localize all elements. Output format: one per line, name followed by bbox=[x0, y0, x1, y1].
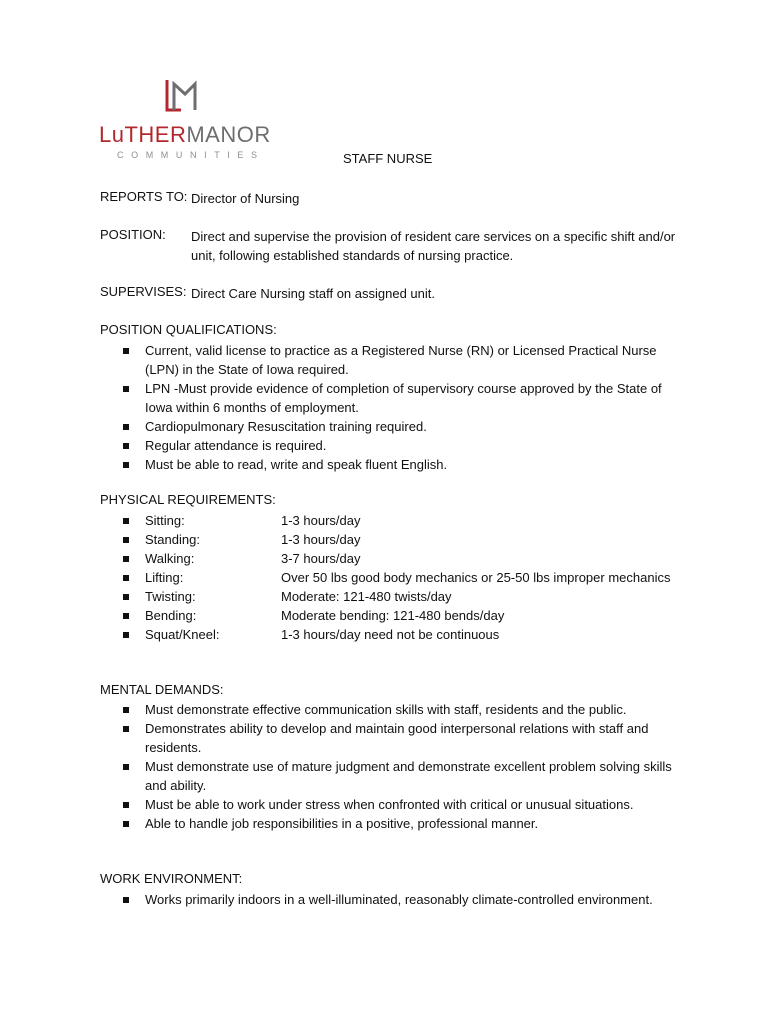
bullet-icon bbox=[123, 821, 129, 827]
logo-wordmark: LuTHERMANOR bbox=[99, 122, 271, 147]
bullet-icon bbox=[123, 462, 129, 468]
list-item: Current, valid license to practice as a Registered Nurse (RN) or Licensed Practical Nurse (LPN) in the State of Iowa required. bbox=[0, 341, 770, 379]
bullet-icon bbox=[123, 764, 129, 770]
bullet-icon bbox=[123, 613, 129, 619]
company-logo bbox=[99, 80, 269, 170]
bullet-icon bbox=[123, 537, 129, 543]
bullet-icon bbox=[123, 348, 129, 354]
list-item: Must demonstrate effective communication skills with staff, residents and the public. bbox=[0, 700, 770, 719]
list-item: Sitting: 1-3 hours/day bbox=[0, 511, 770, 530]
physical-heading: PHYSICAL REQUIREMENTS: bbox=[100, 492, 276, 507]
list-item: Lifting: Over 50 lbs good body mechanics or 25-50 lbs improper mechanics bbox=[0, 568, 770, 587]
list-item: LPN -Must provide evidence of completion of supervisory course approved by the State of Iowa within 6 months of employment. bbox=[0, 379, 770, 417]
bullet-icon bbox=[123, 386, 129, 392]
reports-to-value: Director of Nursing bbox=[191, 191, 300, 206]
position-label: POSITION: bbox=[100, 227, 166, 242]
document-title: STAFF NURSE bbox=[343, 151, 433, 166]
list-item: Demonstrates ability to develop and maintain good interpersonal relations with staff and residents. bbox=[0, 719, 770, 757]
bullet-icon bbox=[123, 556, 129, 562]
list-item: Able to handle job responsibilities in a positive, professional manner. bbox=[0, 814, 770, 833]
qualifications-heading: POSITION QUALIFICATIONS: bbox=[100, 322, 277, 337]
supervises-value: Direct Care Nursing staff on assigned unit. bbox=[191, 286, 435, 301]
list-item: Bending: Moderate bending: 121-480 bends/day bbox=[0, 606, 770, 625]
list-item: Works primarily indoors in a well-illuminated, reasonably climate-controlled environment. bbox=[0, 890, 770, 909]
bullet-icon bbox=[123, 443, 129, 449]
qualifications-list bbox=[0, 341, 770, 474]
mental-list bbox=[0, 700, 770, 833]
bullet-icon bbox=[123, 632, 129, 638]
position-value: Direct and supervise the provision of resident care services on a specific shift and/or unit, following established standards of nursing practice. bbox=[191, 229, 676, 263]
list-item: Squat/Kneel: 1-3 hours/day need not be continuous bbox=[0, 625, 770, 644]
bullet-icon bbox=[123, 424, 129, 430]
bullet-icon bbox=[123, 518, 129, 524]
list-item: Must be able to work under stress when confronted with critical or unusual situations. bbox=[0, 795, 770, 814]
list-item: Walking: 3-7 hours/day bbox=[0, 549, 770, 568]
logo-subtitle: COMMUNITIES bbox=[117, 150, 265, 160]
list-item: Must be able to read, write and speak fluent English. bbox=[0, 455, 770, 474]
bullet-icon bbox=[123, 575, 129, 581]
logo-mark-icon bbox=[165, 80, 197, 112]
list-item: Must demonstrate use of mature judgment and demonstrate excellent problem solving skills and ability. bbox=[0, 757, 770, 795]
environment-list bbox=[0, 890, 770, 909]
physical-list bbox=[0, 511, 770, 644]
bullet-icon bbox=[123, 802, 129, 808]
environment-heading: WORK ENVIRONMENT: bbox=[100, 871, 243, 886]
list-item: Twisting: Moderate: 121-480 twists/day bbox=[0, 587, 770, 606]
reports-to-label: REPORTS TO: bbox=[100, 189, 188, 204]
bullet-icon bbox=[123, 897, 129, 903]
list-item: Cardiopulmonary Resuscitation training required. bbox=[0, 417, 770, 436]
mental-heading: MENTAL DEMANDS: bbox=[100, 682, 224, 697]
list-item: Regular attendance is required. bbox=[0, 436, 770, 455]
bullet-icon bbox=[123, 726, 129, 732]
list-item: Standing: 1-3 hours/day bbox=[0, 530, 770, 549]
bullet-icon bbox=[123, 707, 129, 713]
supervises-label: SUPERVISES: bbox=[100, 284, 187, 299]
bullet-icon bbox=[123, 594, 129, 600]
